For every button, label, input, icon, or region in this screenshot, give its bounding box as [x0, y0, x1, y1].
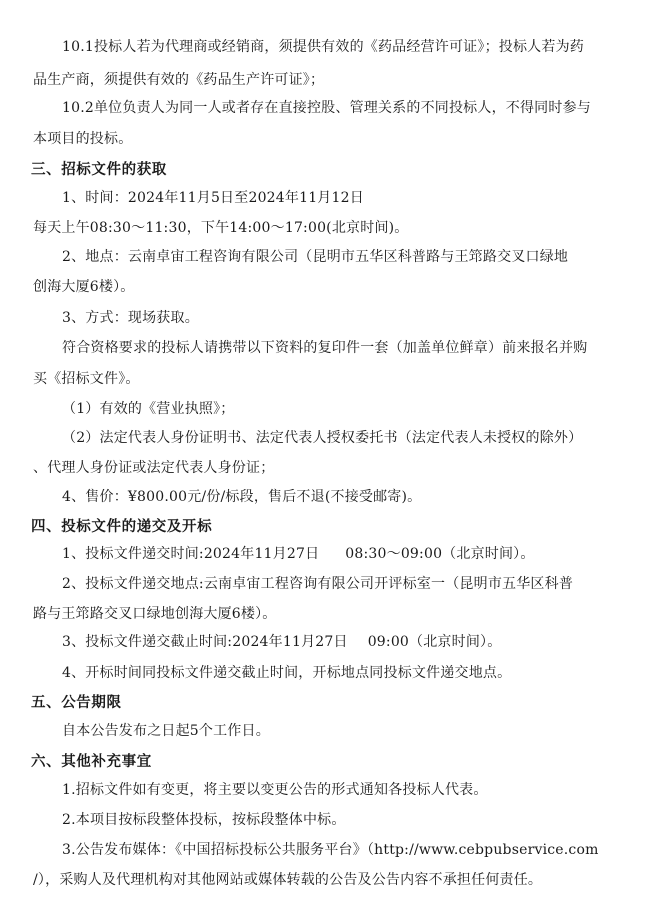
- s4-submit-time-range: 08:30～09:00（北京时间）。: [345, 546, 535, 562]
- s4-submit-place-line1: 2、投标文件递交地点:云南卓宙工程咨询有限公司开评标室一（昆明市五华区科普: [62, 576, 574, 592]
- s3-time-line2: 每天上午08:30～11:30，下午14:00～17:00(北京时间)。: [33, 220, 409, 236]
- s3-intro-line1: 符合资格要求的投标人请携带以下资料的复印件一套（加盖单位鲜章）前来报名并购: [62, 340, 588, 356]
- s3-method: 3、方式：现场获取。: [62, 310, 199, 326]
- s4-submit-time-label: 1、投标文件递交时间:2024年11月27日: [62, 546, 320, 562]
- s3-place-line2: 创海大厦6楼）。: [33, 279, 135, 295]
- para-10-1-line1: 10.1投标人若为代理商或经销商，须提供有效的《药品经营许可证》；投标人若为药: [62, 39, 584, 55]
- s6-item3-line2: /），采购人及代理机构对其他网站或媒体转载的公告及公告内容不承担任何责任。: [33, 872, 543, 888]
- s3-time-line1: 1、时间：2024年11月5日至2024年11月12日: [62, 190, 364, 206]
- s4-submit-time: [62, 545, 535, 563]
- s4-deadline-time: 09:00（北京时间）。: [367, 634, 502, 650]
- section-3-heading: 三、招标文件的获取: [31, 161, 167, 178]
- s3-place-line1: 2、地点：云南卓宙工程咨询有限公司（昆明市五华区科普路与王筇路交叉口绿地: [62, 249, 569, 265]
- s4-deadline-label: 3、投标文件递交截止时间:2024年11月27日: [62, 634, 348, 650]
- s4-opening: 4、开标时间同投标文件递交截止时间，开标地点同投标文件递交地点。: [62, 665, 512, 681]
- section-6-heading: 六、其他补充事宜: [31, 753, 152, 770]
- s3-doc2-line1: （2）法定代表人身份证明书、法定代表人授权委托书（法定代表人未授权的除外）: [62, 430, 583, 446]
- s5-text: 自本公告发布之日起5个工作日。: [62, 723, 270, 739]
- s3-intro-line2: 买《招标文件》。: [33, 371, 140, 387]
- s4-submit-place-line2: 路与王筇路交叉口绿地创海大厦6楼）。: [33, 606, 277, 622]
- s4-deadline: [62, 633, 501, 651]
- s3-doc2-line2: 、代理人身份证或法定代表人身份证；: [33, 460, 275, 476]
- s3-price: 4、售价：¥800.00元/份/标段，售后不退(不接受邮寄)。: [62, 489, 422, 505]
- s6-item1: 1.招标文件如有变更，将主要以变更公告的形式通知各投标人代表。: [62, 782, 488, 798]
- s6-item2: 2.本项目按标段整体投标，按标段整体中标。: [62, 812, 346, 828]
- para-10-1-line2: 品生产商，须提供有效的《药品生产许可证》；: [33, 72, 325, 88]
- s6-item3-line1: 3.公告发布媒体：《中国招标投标公共服务平台》（http://www.cebpubservice.com: [62, 842, 599, 858]
- s3-doc1: （1）有效的《营业执照》；: [62, 401, 235, 417]
- para-10-2-line1: 10.2单位负责人为同一人或者存在直接控股、管理关系的不同投标人，不得同时参与: [62, 100, 591, 116]
- para-10-2-line2: 本项目的投标。: [33, 131, 133, 147]
- section-4-heading: 四、投标文件的递交及开标: [31, 518, 213, 535]
- section-5-heading: 五、公告期限: [31, 694, 122, 711]
